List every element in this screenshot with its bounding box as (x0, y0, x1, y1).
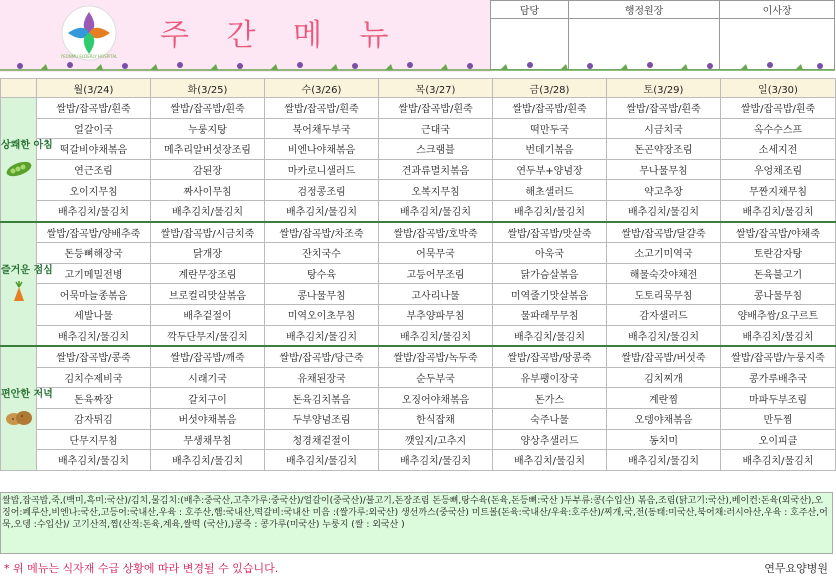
menu-item: 연근조림 (37, 159, 151, 180)
menu-item: 쌀밥/잡곡밥/땅콩죽 (493, 346, 607, 367)
menu-item: 메추리알버섯장조림 (151, 139, 265, 160)
menu-item: 쌀밥/잡곡밥/흰죽 (607, 98, 721, 119)
menu-item: 떡만두국 (493, 118, 607, 139)
day-header: 토(3/29) (607, 79, 721, 98)
menu-row (1, 346, 836, 367)
menu-item: 도토리묵무침 (607, 284, 721, 305)
day-header: 목(3/27) (379, 79, 493, 98)
menu-item: 두부양념조림 (265, 408, 379, 429)
menu-item: 번데기볶음 (493, 139, 607, 160)
meal-period-text: 편안한 저녁 (1, 389, 53, 401)
menu-item: 돈육짜장 (37, 388, 151, 409)
menu-item: 오이지무침 (37, 180, 151, 201)
menu-item: 고기메밀전병 (37, 263, 151, 284)
change-notice: * 위 메뉴는 식자재 수급 상황에 따라 변경될 수 있습니다. (4, 562, 279, 575)
approval-header-1: 담당 (491, 1, 569, 19)
menu-item: 쌀밥/잡곡밥/달걀죽 (607, 222, 721, 243)
menu-item: 쌀밥/잡곡밥/시금치죽 (151, 222, 265, 243)
menu-item: 시래기국 (151, 367, 265, 388)
menu-item: 북어채두부국 (265, 118, 379, 139)
menu-item: 배추김치/물김치 (379, 450, 493, 471)
menu-item: 콩가루배추국 (721, 367, 836, 388)
menu-row (1, 222, 836, 243)
vine-decoration (0, 58, 835, 78)
menu-row (1, 139, 836, 160)
day-header: 일(3/30) (721, 79, 836, 98)
menu-item: 잔치국수 (265, 243, 379, 264)
menu-item: 오이피클 (721, 429, 836, 450)
menu-item: 쌀밥/잡곡밥/누룽지죽 (721, 346, 836, 367)
menu-item: 미역오이초무침 (265, 304, 379, 325)
menu-item: 쌀밥/잡곡밥/차조죽 (265, 222, 379, 243)
menu-item: 돈육불고기 (721, 263, 836, 284)
menu-item: 배추김치/물김치 (379, 200, 493, 221)
weekly-menu-table (0, 78, 836, 471)
menu-item: 동치미 (607, 429, 721, 450)
menu-item: 짜사이무침 (151, 180, 265, 201)
menu-item: 쌀밥/잡곡밥/녹두죽 (379, 346, 493, 367)
menu-item: 양상추샐러드 (493, 429, 607, 450)
menu-item: 깍두단무지/물김치 (151, 325, 265, 346)
hospital-name: 연무요양병원 (764, 562, 828, 575)
menu-item: 배추김치/물김치 (493, 200, 607, 221)
menu-item: 닭가슴살볶음 (493, 263, 607, 284)
menu-item: 배추김치/물김치 (607, 325, 721, 346)
menu-item: 계란무장조림 (151, 263, 265, 284)
menu-item: 쌀밥/잡곡밥/호박죽 (379, 222, 493, 243)
menu-item: 배추김치/물김치 (607, 450, 721, 471)
menu-item: 감된장 (151, 159, 265, 180)
menu-item: 쌀밥/잡곡밥/흰죽 (151, 98, 265, 119)
menu-item: 만두찜 (721, 408, 836, 429)
menu-row (1, 325, 836, 346)
menu-item: 연두부+양념장 (493, 159, 607, 180)
menu-row (1, 159, 836, 180)
menu-item: 배추김치/물김치 (265, 450, 379, 471)
menu-item: 배추김치/물김치 (607, 200, 721, 221)
menu-item: 배추김치/물김치 (721, 325, 836, 346)
page-title: 주 간 메 뉴 (160, 18, 403, 53)
menu-item: 검정콩조림 (265, 180, 379, 201)
menu-row (1, 180, 836, 201)
carrot-icon (10, 281, 28, 303)
menu-item: 탕수육 (265, 263, 379, 284)
peapod-icon (5, 157, 33, 179)
menu-item: 돈육김치볶음 (265, 388, 379, 409)
menu-item: 배추김치/물김치 (379, 325, 493, 346)
day-header: 금(3/28) (493, 79, 607, 98)
menu-item: 쌀밥/잡곡밥/흰죽 (379, 98, 493, 119)
menu-item: 해물숙갓야채전 (607, 263, 721, 284)
menu-item: 근대국 (379, 118, 493, 139)
menu-item: 유부팽이장국 (493, 367, 607, 388)
day-header: 화(3/25) (151, 79, 265, 98)
menu-item: 배추김치/물김치 (37, 450, 151, 471)
menu-item: 배추김치/물김치 (151, 200, 265, 221)
menu-item: 깻잎지/고추지 (379, 429, 493, 450)
menu-item: 배추김치/물김치 (265, 325, 379, 346)
menu-item: 배추김치/물김치 (151, 450, 265, 471)
menu-item: 브로컬리맛살볶음 (151, 284, 265, 305)
menu-item: 얼갈이국 (37, 118, 151, 139)
menu-row (1, 450, 836, 471)
menu-item: 김치찌개 (607, 367, 721, 388)
menu-item: 돈곤약장조림 (607, 139, 721, 160)
menu-item: 쌀밥/잡곡밥/당근죽 (265, 346, 379, 367)
meal-period-text: 즐거운 점심 (1, 264, 53, 276)
menu-row (1, 388, 836, 409)
menu-item: 쌀밥/잡곡밥/흰죽 (37, 98, 151, 119)
meal-period-label (1, 98, 53, 222)
menu-item: 쌀밥/잡곡밥/버섯죽 (607, 346, 721, 367)
menu-item: 돈등뼈해장국 (37, 243, 151, 264)
menu-item: 쌀밥/잡곡밥/깨죽 (151, 346, 265, 367)
menu-item: 숙주나물 (493, 408, 607, 429)
meal-period-text: 상쾌한 아침 (1, 140, 53, 152)
menu-item: 오뎅야채볶음 (607, 408, 721, 429)
potato-icon (4, 406, 34, 428)
menu-item: 버섯야채볶음 (151, 408, 265, 429)
menu-item: 시금치국 (607, 118, 721, 139)
menu-row (1, 200, 836, 221)
menu-item: 아욱국 (493, 243, 607, 264)
menu-item: 닭개장 (151, 243, 265, 264)
menu-item: 계란찜 (607, 388, 721, 409)
menu-item: 배추겉절이 (151, 304, 265, 325)
menu-row (1, 243, 836, 264)
menu-item: 무짠지채무침 (721, 180, 836, 201)
meal-period-label (1, 222, 53, 347)
menu-item: 오징어야채볶음 (379, 388, 493, 409)
menu-row (1, 118, 836, 139)
menu-item: 배추김치/물김치 (493, 325, 607, 346)
origin-info: 쌀밥,잡곡밥,죽,(백미,흑미:국산)/김치,물김치:(배추:중국산,고추가루:중국산)/얼갈이(중국산)/불고기,돈장조림 돈등뼈,탕수육(돈육,돈등뼈:국산 )두부류:콩(수입산) 볶음,조림(닭고기:국산),베이컨:돈육(외국산),오징어:페루산,비엔나:국산,고등어:국내산,우육 : 호주산,햄:국내산,떡갈비:국내산 미음 :(쌀가루:외국산) 생선까스(중국산) 미트볼(돈육:국내산/우육:호주산)/찌개,국,전(동태:미국산,북어채:러시아산,우육 : 호주산,어묵,오뎅 :수입산)/ 고기산적,찜(산적:돈육,계육,쌀떡 (국산),)콩죽 : 콩가루(미국산) 누룽지 (쌀 : 외국산 ) (0, 492, 833, 554)
menu-item: 순두부국 (379, 367, 493, 388)
menu-item: 무나물무침 (607, 159, 721, 180)
menu-row (1, 408, 836, 429)
menu-item: 청경채겉절이 (265, 429, 379, 450)
menu-item: 부추양파무침 (379, 304, 493, 325)
menu-item: 누룽지탕 (151, 118, 265, 139)
menu-item: 쌀밥/잡곡밥/흰죽 (493, 98, 607, 119)
menu-item: 떡갈비야채볶음 (37, 139, 151, 160)
menu-item: 배추김치/물김치 (721, 450, 836, 471)
menu-item: 배추김치/물김치 (721, 200, 836, 221)
menu-item: 소고기미역국 (607, 243, 721, 264)
menu-row (1, 367, 836, 388)
menu-item: 비엔나야채볶음 (265, 139, 379, 160)
menu-item: 쌀밥/잡곡밥/흰죽 (265, 98, 379, 119)
menu-item: 콩나물무침 (265, 284, 379, 305)
menu-item: 양배추쌈/요구르트 (721, 304, 836, 325)
menu-item: 갈치구이 (151, 388, 265, 409)
menu-item: 물파래무무침 (493, 304, 607, 325)
day-header-row (1, 79, 836, 98)
menu-item: 쌀밥/잡곡밥/야채죽 (721, 222, 836, 243)
corner-cell (1, 79, 37, 98)
menu-row (1, 304, 836, 325)
menu-item: 감자샐러드 (607, 304, 721, 325)
menu-item: 무생채무침 (151, 429, 265, 450)
menu-item: 고사리나물 (379, 284, 493, 305)
menu-item: 김치수제비국 (37, 367, 151, 388)
menu-item: 마카로니샐러드 (265, 159, 379, 180)
menu-item: 세발나물 (37, 304, 151, 325)
day-header: 월(3/24) (37, 79, 151, 98)
menu-item: 배추김치/물김치 (37, 200, 151, 221)
menu-item: 토란감자탕 (721, 243, 836, 264)
menu-item: 오복지무침 (379, 180, 493, 201)
day-header: 수(3/26) (265, 79, 379, 98)
menu-item: 어묵무국 (379, 243, 493, 264)
menu-item: 해초샐러드 (493, 180, 607, 201)
menu-item: 배추김치/물김치 (493, 450, 607, 471)
menu-row (1, 263, 836, 284)
menu-item: 배추김치/물김치 (37, 325, 151, 346)
menu-item: 유채된장국 (265, 367, 379, 388)
menu-item: 쌀밥/잡곡밥/콩죽 (37, 346, 151, 367)
menu-item: 쌀밥/잡곡밥/흰죽 (721, 98, 836, 119)
menu-item: 옥수수스프 (721, 118, 836, 139)
menu-item: 콩나물무침 (721, 284, 836, 305)
menu-item: 어묵마늘종볶음 (37, 284, 151, 305)
menu-item: 고등어무조림 (379, 263, 493, 284)
meal-period-label (1, 346, 53, 470)
menu-item: 약고추장 (607, 180, 721, 201)
menu-item: 마파두부조림 (721, 388, 836, 409)
menu-row (1, 429, 836, 450)
menu-item: 소세지전 (721, 139, 836, 160)
approval-header-3: 이사장 (720, 1, 835, 19)
menu-item: 한식잡채 (379, 408, 493, 429)
menu-item: 스크램블 (379, 139, 493, 160)
menu-row (1, 284, 836, 305)
menu-item: 우엉채조림 (721, 159, 836, 180)
menu-item: 미역줄기맛살볶음 (493, 284, 607, 305)
hospital-logo-icon (60, 4, 118, 62)
menu-item: 쌀밥/잡곡밥/맛살죽 (493, 222, 607, 243)
menu-row (1, 98, 836, 119)
menu-item: 배추김치/물김치 (265, 200, 379, 221)
menu-item: 단무지무침 (37, 429, 151, 450)
approval-header-2: 행정원장 (568, 1, 720, 19)
svg-text:YEONMU ELDERLY HOSPITAL: YEONMU ELDERLY HOSPITAL (60, 54, 118, 59)
menu-item: 쌀밥/잡곡밥/양배추죽 (37, 222, 151, 243)
menu-item: 견과류멸치볶음 (379, 159, 493, 180)
menu-item: 돈가스 (493, 388, 607, 409)
menu-item: 감자튀김 (37, 408, 151, 429)
